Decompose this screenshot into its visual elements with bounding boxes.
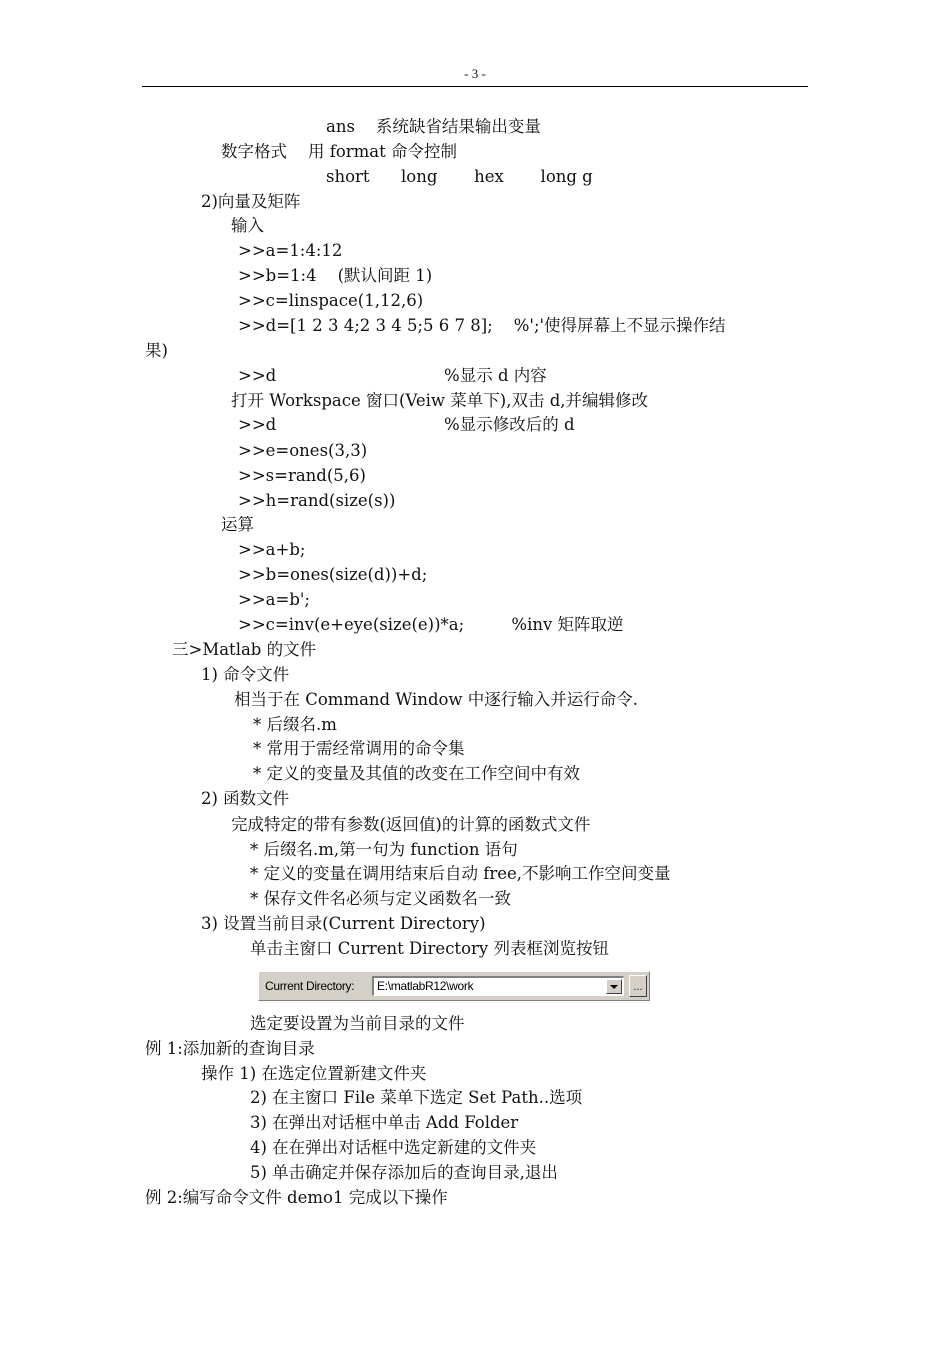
text-line: 4) 在在弹出对话框中选定新建的文件夹 [250,1138,537,1157]
text-line: 3) 在弹出对话框中单击 Add Folder [250,1113,519,1132]
text-line: 选定要设置为当前目录的文件 [250,1014,465,1033]
text-line: * 后缀名.m,第一句为 function 语句 [250,840,518,859]
current-directory-value: E:\matlabR12\work [377,979,474,993]
text-line: >>b=1:4 (默认间距 1) [238,266,433,285]
text-line: * 常用于需经常调用的命令集 [253,739,465,758]
text-line: 2) 在主窗口 File 菜单下选定 Set Path..选项 [250,1088,583,1107]
text-line: 2) 函数文件 [201,789,290,808]
text-line: 打开 Workspace 窗口(Veiw 菜单下),双击 d,并编辑修改 [231,391,649,410]
text-line: * 定义的变量及其值的改变在工作空间中有效 [253,764,580,783]
text-line: 操作 1) 在选定位置新建文件夹 [201,1064,427,1083]
header-rule [142,86,808,87]
text-line: 果) [145,341,168,360]
text-line: >>e=ones(3,3) [238,441,368,460]
current-directory-select[interactable] [372,976,624,996]
text-line: 单击主窗口 Current Directory 列表框浏览按钮 [250,939,609,958]
page-number: - 3 - [464,66,486,81]
text-line: * 定义的变量在调用结束后自动 free,不影响工作空间变量 [250,864,671,883]
text-line: 1) 命令文件 [201,665,290,684]
text-line: >>c=linspace(1,12,6) [238,291,424,310]
text-line: 5) 单击确定并保存添加后的查询目录,退出 [250,1163,558,1182]
text-line: * 保存文件名必须与定义函数名一致 [250,889,511,908]
text-line: >>a=1:4:12 [238,241,343,260]
text-line: >>b=ones(size(d))+d; [238,565,428,584]
text-line: 输入 [231,216,264,235]
text-line: >>d=[1 2 3 4;2 3 4 5;5 6 7 8]; %';'使得屏幕上不显示操作结 [238,316,726,335]
text-line: >>d %显示修改后的 d [238,415,575,434]
text-line: 数字格式 用 format 命令控制 [221,142,458,161]
text-line: 三>Matlab 的文件 [172,640,317,659]
current-directory-label: Current Directory: [265,979,355,993]
text-line: 例 2:编写命令文件 demo1 完成以下操作 [145,1188,448,1207]
text-line: >>a=b'; [238,590,310,609]
text-line: >>d %显示 d 内容 [238,366,547,385]
text-line: ans 系统缺省结果输出变量 [326,117,541,136]
text-line: >>h=rand(size(s)) [238,491,396,510]
text-line: >>c=inv(e+eye(size(e))*a; %inv 矩阵取逆 [238,615,624,634]
text-line: >>s=rand(5,6) [238,466,366,485]
text-line: 运算 [221,515,254,534]
text-line: short long hex long g [326,167,593,186]
text-line: 相当于在 Command Window 中逐行输入并运行命令. [234,690,639,709]
current-directory-toolbar [258,971,650,1001]
text-line: 例 1:添加新的查询目录 [145,1039,315,1058]
text-line: 2)向量及矩阵 [201,192,301,211]
text-line: >>a+b; [238,540,306,559]
text-line: 3) 设置当前目录(Current Directory) [201,914,486,933]
text-line: * 后缀名.m [253,715,337,734]
text-line: 完成特定的带有参数(返回值)的计算的函数式文件 [231,815,591,834]
chevron-down-icon[interactable] [606,979,622,994]
browse-button[interactable]: ... [629,975,647,997]
